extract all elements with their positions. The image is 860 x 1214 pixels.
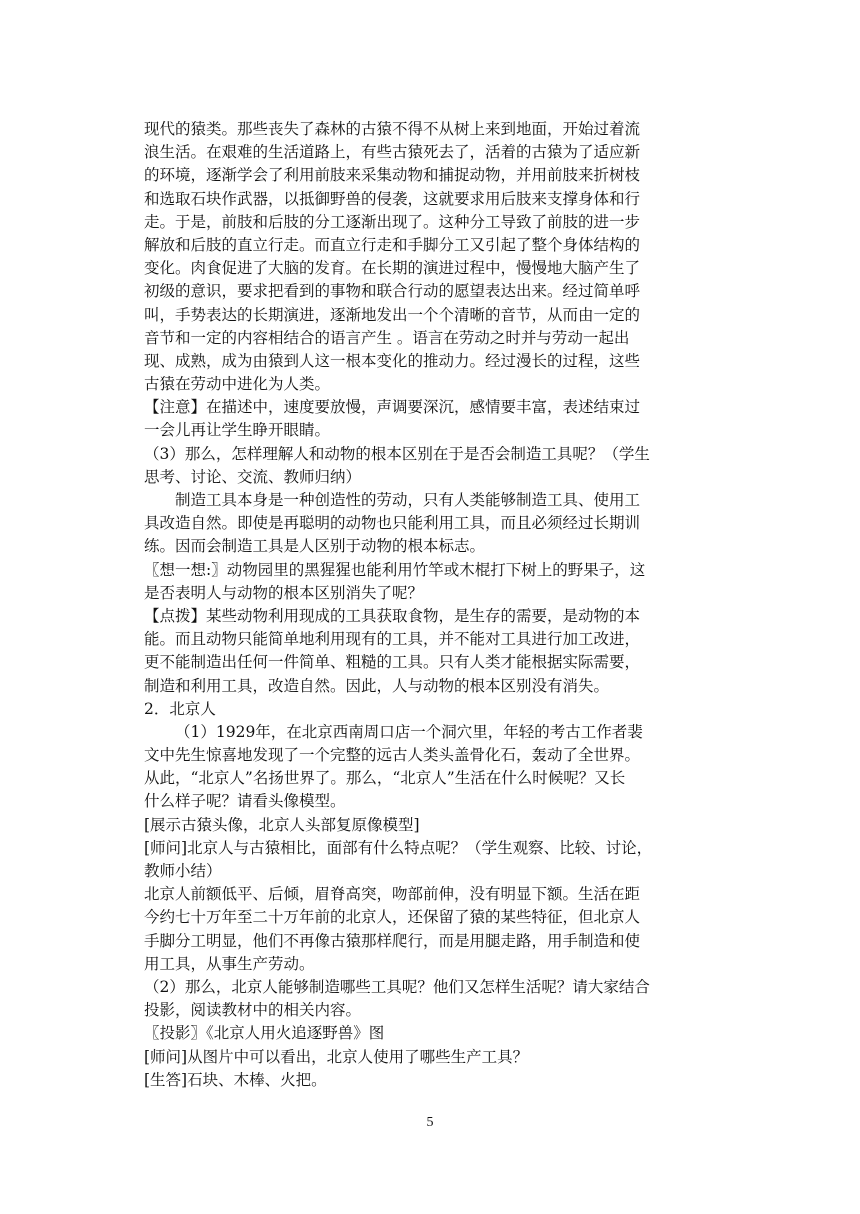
- text-line: 现、成熟，成为由猿到人这一根本变化的推动力。经过漫长的过程，这些: [144, 351, 641, 370]
- text-line: 练。因而会制造工具是人区别于动物的根本标志。: [144, 537, 486, 556]
- text-line: 什么样子呢？请看头像模型。: [144, 792, 346, 811]
- think-line: 〖想一想:〗动物园里的黑猩猩也能利用竹竿或木棍打下树上的野果子，这: [144, 560, 646, 579]
- question-line: （2）那么，北京人能够制造哪些工具呢？他们又怎样生活呢？请大家结合: [144, 977, 650, 996]
- text-line: 解放和后肢的直立行走。而直立行走和手脚分工又引起了整个身体结构的: [144, 235, 641, 254]
- body-text: [144, 118, 718, 1092]
- text-line: 走。于是，前肢和后肢的分工逐渐出现了。这种分工导致了前肢的进一步: [144, 212, 641, 231]
- text-line: 浪生活。在艰难的生活道路上，有些古猿死去了，活着的古猿为了适应新: [144, 143, 641, 162]
- page-number: 5: [426, 1115, 434, 1130]
- text-line: 古猿在劳动中进化为人类。: [144, 375, 331, 394]
- text-line: （1）1929年，在北京西南周口店一个洞穴里，年轻的考古工作者裴: [175, 722, 643, 741]
- hint-line: 更不能制造出任何一件简单、粗糙的工具。只有人类才能根据实际需要，: [144, 653, 641, 672]
- section-heading: 2．北京人: [144, 699, 216, 718]
- text-line: [生答]石块、木棒、火把。: [144, 1070, 327, 1089]
- text-line: 制造工具本身是一种创造性的劳动，只有人类能够制造工具、使用工: [175, 491, 641, 509]
- question-line: （3）那么，怎样理解人和动物的根本区别在于是否会制造工具呢？（学生: [144, 444, 650, 463]
- text-line: 从此，“北京人”名扬世界了。那么，“北京人”生活在什么时候呢？又长: [144, 769, 626, 788]
- text-line: 〖投影〗《北京人用火追逐野兽》图: [144, 1024, 385, 1043]
- text-line: 具改造自然。即使是再聪明的动物也只能利用工具，而且必须经过长期训: [144, 514, 641, 533]
- question-line: 投影，阅读教材中的相关内容。: [144, 1001, 362, 1020]
- text-line: 用工具，从事生产劳动。: [144, 954, 315, 973]
- hint-line: 【点拨】某些动物利用现成的工具获取食物，是生存的需要，是动物的本: [144, 606, 641, 625]
- text-line: 的环境，逐渐学会了利用前肢来采集动物和捕捉动物，并用前肢来折树枝: [144, 166, 641, 185]
- text-line: 今约七十万年至二十万年前的北京人，还保留了猿的某些特征，但北京人: [144, 908, 641, 927]
- text-line: 叫，手势表达的长期演进，逐渐地发出一个个清晰的音节，从而由一定的: [144, 305, 641, 324]
- text-line: 变化。肉食促进了大脑的发育。在长期的演进过程中，慢慢地大脑产生了: [144, 259, 641, 278]
- text-line: 教师小结）: [144, 862, 222, 880]
- text-line: 初级的意识，要求把看到的事物和联合行动的愿望表达出来。经过简单呼: [144, 282, 641, 301]
- think-line: 是否表明人与动物的根本区别消失了呢？: [144, 583, 424, 602]
- text-line: 和选取石块作武器，以抵御野兽的侵袭，这就要求用后肢来支撑身体和行: [144, 189, 641, 208]
- text-line: 音节和一定的内容相结合的语言产生 。语言在劳动之时并与劳动一起出: [144, 328, 630, 347]
- hint-line: 能。而且动物只能简单地利用现有的工具，并不能对工具进行加工改进，: [144, 630, 641, 649]
- text-line: [师问]从图片中可以看出，北京人使用了哪些生产工具？: [144, 1047, 529, 1066]
- text-line: 手脚分工明显，他们不再像古猿那样爬行，而是用腿走路，用手制造和使: [144, 931, 641, 950]
- question-line: 思考、讨论、交流、教师归纳）: [144, 467, 362, 486]
- text-line: 北京人前额低平、后倾，眉脊高突，吻部前伸，没有明显下额。生活在距: [144, 885, 641, 904]
- note-line: 【注意】在描述中，速度要放慢，声调要深沉，感情要丰富，表述结束过: [144, 398, 641, 417]
- hint-line: 制造和利用工具，改造自然。因此，人与动物的根本区别没有消失。: [144, 676, 610, 695]
- note-line: 一会儿再让学生睁开眼睛。: [144, 421, 331, 440]
- text-line: [展示古猿头像，北京人头部复原像模型]: [144, 815, 420, 834]
- text-line: [师问]北京人与古猿相比，面部有什么特点呢？（学生观察、比较、讨论，: [144, 838, 653, 857]
- text-line: 现代的猿类。那些丧失了森林的古猿不得不从树上来到地面，开始过着流: [144, 120, 641, 138]
- text-line: 文中先生惊喜地发现了一个完整的远古人类头盖骨化石，轰动了全世界。: [144, 746, 641, 765]
